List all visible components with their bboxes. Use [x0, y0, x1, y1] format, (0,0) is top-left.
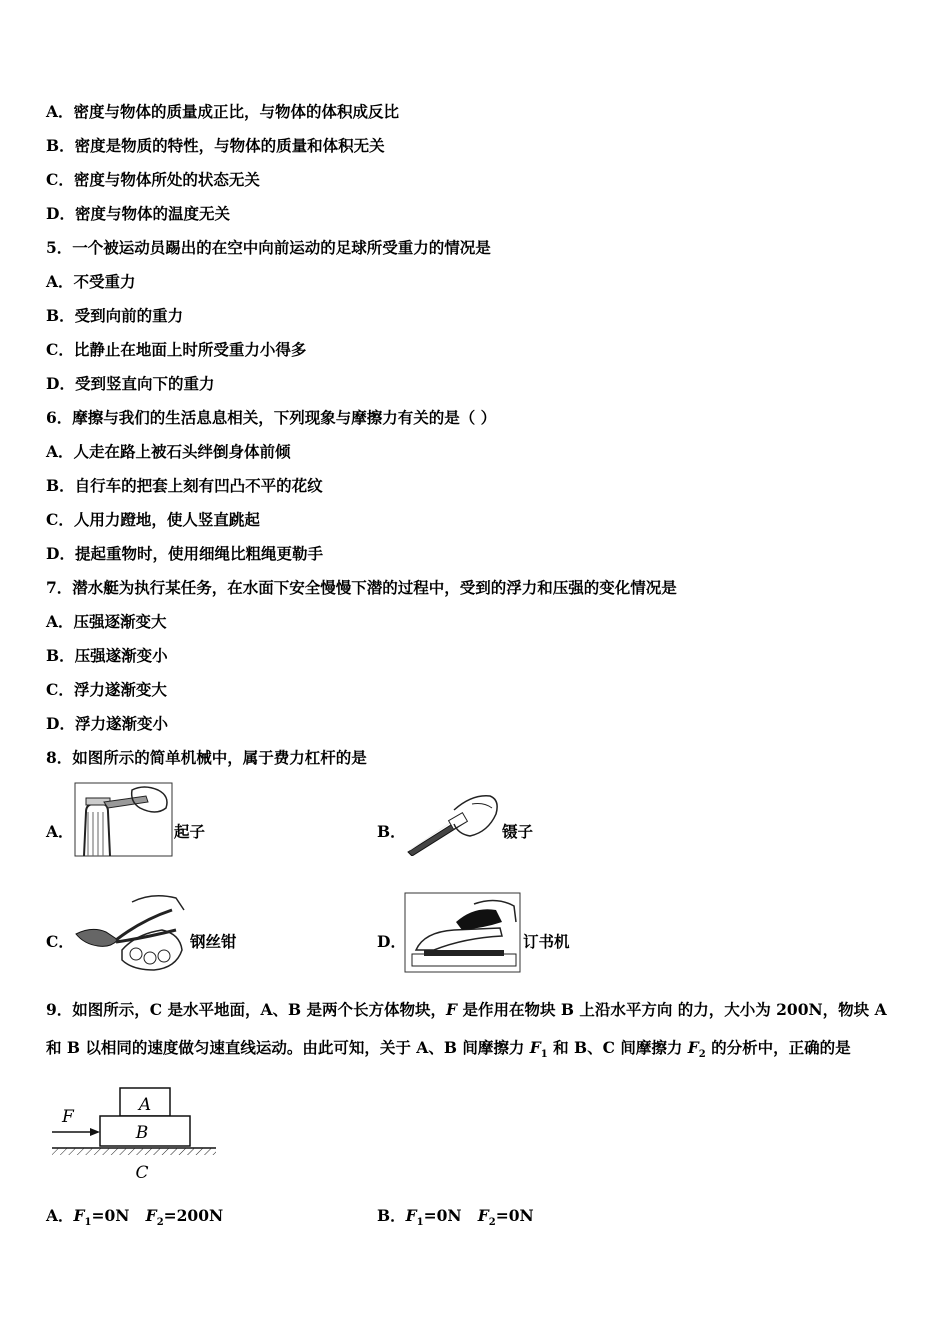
q5-option-d: D．受到竖直向下的重力 [46, 374, 215, 393]
q5-option-a: A．不受重力 [46, 272, 136, 291]
q8-option-b-caption: 镊子 [502, 822, 534, 841]
q6-option-d: D．提起重物时，使用细绳比粗绳更勒手 [46, 544, 323, 563]
q6-stem: 6．摩擦与我们的生活息息相关，下列现象与摩擦力有关的是（ ） [46, 408, 497, 427]
block-b-label: B [135, 1123, 149, 1143]
q4-option-d: D．密度与物体的温度无关 [46, 204, 230, 223]
q6-option-a: A．人走在路上被石头绊倒身体前倾 [46, 442, 291, 461]
blocks-figure [48, 1082, 220, 1182]
q8-option-d-letter: D． [377, 932, 406, 951]
q6-option-c: C．人用力蹬地，使人竖直跳起 [46, 510, 260, 529]
bottle-opener-figure [74, 782, 174, 858]
q8-option-b-letter: B． [377, 822, 406, 841]
q8-option-c-letter: C． [46, 932, 74, 951]
ground-hatch [52, 1148, 216, 1155]
q8-option-a-caption: 起子 [174, 822, 206, 841]
pliers-figure [72, 890, 188, 974]
q4-option-b: B．密度是物质的特性，与物体的质量和体积无关 [46, 136, 385, 155]
q5-option-c: C．比静止在地面上时所受重力小得多 [46, 340, 307, 359]
q8-option-a-letter: A． [46, 822, 74, 841]
q6-option-b: B．自行车的把套上刻有凹凸不平的花纹 [46, 476, 323, 495]
q5-stem: 5．一个被运动员踢出的在空中向前运动的足球所受重力的情况是 [46, 238, 491, 257]
q5-option-b: B．受到向前的重力 [46, 306, 184, 325]
q7-stem: 7．潜水艇为执行某任务，在水面下安全慢慢下潜的过程中，受到的浮力和压强的变化情况是 [46, 578, 677, 597]
q9-stem-line2: 和 B 以相同的速度做匀速直线运动。由此可知，关于 A、B 间摩擦力 $F_1$ 和 B、C 间摩擦力 $F_2$ 的分析中，正确的是 [46, 1038, 851, 1061]
force-label: F [62, 1107, 74, 1127]
q4-option-c: C．密度与物体所处的状态无关 [46, 170, 260, 189]
ground-label: C [135, 1163, 149, 1182]
q7-option-c: C．浮力遂渐变大 [46, 680, 167, 699]
q8-stem: 8．如图所示的简单机械中，属于费力杠杆的是 [46, 748, 367, 767]
block-a-label: A [138, 1095, 152, 1115]
q7-option-d: D．浮力遂渐变小 [46, 714, 168, 733]
tweezers-figure [402, 784, 500, 856]
q9-stem-line1: 9．如图所示，C 是水平地面，A、B 是两个长方体物块，F 是作用在物块 B 上沿水平方向 的力，大小为 200N，物块 A [46, 1000, 887, 1019]
q7-option-a: A．压强逐渐变大 [46, 612, 167, 631]
q9-option-a: A．$F_1=0N$ $F_2=200N$ [46, 1206, 224, 1229]
stapler-figure [404, 892, 522, 974]
q7-option-b: B．压强遂渐变小 [46, 646, 168, 665]
q8-option-c-caption: 钢丝钳 [190, 932, 237, 951]
q9-option-b: B．$F_1=0N$ $F_2=0N$ [377, 1206, 534, 1229]
q8-option-d-caption: 订书机 [523, 932, 570, 951]
q4-option-a: A．密度与物体的质量成正比，与物体的体积成反比 [46, 102, 400, 121]
